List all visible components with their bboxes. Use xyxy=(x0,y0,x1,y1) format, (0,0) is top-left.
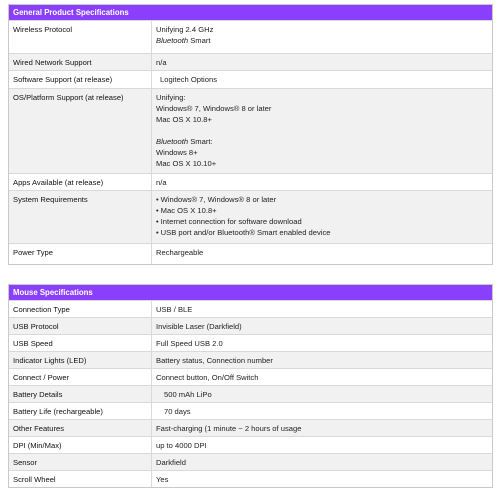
mouse-specs-header: Mouse Specifications xyxy=(9,285,492,300)
list-item: • Internet connection for software download xyxy=(156,216,488,227)
list-item: • USB port and/or Bluetooth® Smart enabled device xyxy=(156,227,488,238)
row-value: Darkfield xyxy=(156,458,186,467)
row-value xyxy=(152,191,492,243)
table-row xyxy=(9,453,492,470)
row-label: Indicator Lights (LED) xyxy=(9,352,152,368)
row-label: USB Protocol xyxy=(9,318,152,334)
row-label: Wireless Protocol xyxy=(9,21,152,53)
row-label: DPI (Min/Max) xyxy=(9,437,152,453)
row-value: Rechargeable xyxy=(156,248,204,257)
table-row xyxy=(9,173,492,190)
row-label: Battery Details xyxy=(9,386,152,402)
row-label: Power Type xyxy=(9,244,152,264)
row-value: Full Speed USB 2.0 xyxy=(156,339,223,348)
table-row xyxy=(9,20,492,53)
row-value: n/a xyxy=(156,178,167,187)
table-row xyxy=(9,385,492,402)
row-label: Battery Life (rechargeable) xyxy=(9,403,152,419)
row-label: Apps Available (at release) xyxy=(9,174,152,190)
row-label: System Requirements xyxy=(9,191,152,243)
list-item: • Windows® 7, Windows® 8 or later xyxy=(156,194,488,205)
table-row xyxy=(9,368,492,385)
row-value: n/a xyxy=(156,58,167,67)
list-item: • Mac OS X 10.8+ xyxy=(156,205,488,216)
row-value: Yes xyxy=(156,475,169,484)
general-specs-table xyxy=(8,4,493,265)
mouse-specs-table xyxy=(8,284,493,488)
row-value: USB / BLE xyxy=(156,305,193,314)
row-label: Connection Type xyxy=(9,301,152,317)
table-row xyxy=(9,300,492,317)
row-label: Connect / Power xyxy=(9,369,152,385)
table-row xyxy=(9,243,492,264)
row-value: Battery status, Connection number xyxy=(156,356,273,365)
row-label: OS/Platform Support (at release) xyxy=(9,89,152,173)
table-row xyxy=(9,190,492,243)
row-value: Connect button, On/Off Switch xyxy=(156,373,259,382)
table-row xyxy=(9,334,492,351)
table-row xyxy=(9,351,492,368)
row-value: Unifying: Windows® 7, Windows® 8 or later Mac OS X 10.8+ Bluetooth Smart: Windows 8+ Mac OS X 10.10+ xyxy=(156,93,272,168)
row-label: Scroll Wheel xyxy=(9,471,152,487)
table-row xyxy=(9,88,492,173)
row-label: Sensor xyxy=(9,454,152,470)
general-specs-header: General Product Specifications xyxy=(9,5,492,20)
row-value: Invisible Laser (Darkfield) xyxy=(156,322,242,331)
table-row xyxy=(9,70,492,88)
row-value: 70 days xyxy=(164,407,191,416)
row-value: Unifying 2.4 GHz Bluetooth Smart xyxy=(156,25,214,45)
row-label: Other Features xyxy=(9,420,152,436)
row-value: Logitech Options xyxy=(160,75,217,84)
row-label: USB Speed xyxy=(9,335,152,351)
table-row xyxy=(9,53,492,70)
table-row xyxy=(9,470,492,487)
row-value: 500 mAh LiPo xyxy=(164,390,212,399)
table-row xyxy=(9,436,492,453)
row-value: up to 4000 DPI xyxy=(156,441,207,450)
table-row xyxy=(9,317,492,334)
row-label: Wired Network Support xyxy=(9,54,152,70)
table-row xyxy=(9,419,492,436)
row-label: Software Support (at release) xyxy=(9,71,152,88)
table-row xyxy=(9,402,492,419)
row-value: Fast-charging (1 minute ~ 2 hours of usage xyxy=(156,424,302,433)
